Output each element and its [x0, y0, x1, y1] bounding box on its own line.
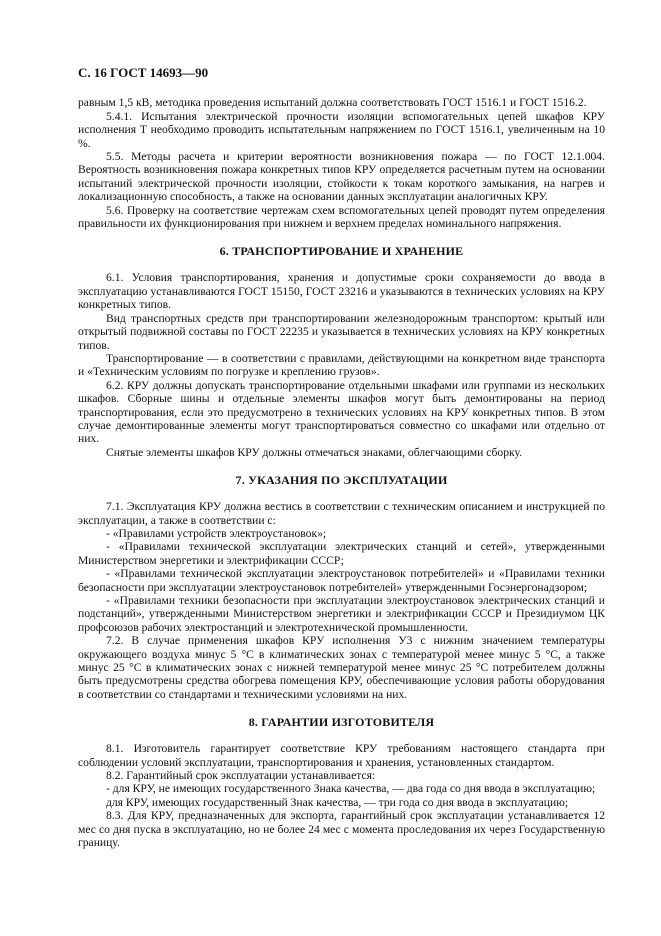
paragraph: - «Правилами устройств электроустановок»;	[106, 526, 327, 540]
paragraph: равным 1,5 кВ, методика проведения испытаний должна соответствовать ГОСТ 1516.1 и ГОСТ 1516.2.	[78, 96, 587, 110]
paragraph: - «Правилами техники безопасности при эксплуатации электроустановок электрических станций и подстанций», утвержденными Министерством энергетики и электрификации СССР и Президиумом ЦК профсоюзов рабочих электростанций и электротехнической промышленности.	[78, 594, 605, 634]
paragraph: - для КРУ, не имеющих государственного Знака качества, — два года со дня ввода в эксплуатацию;	[106, 782, 596, 796]
paragraph: 7.2. В случае применения шкафов КРУ исполнения У3 с нижним значением температуры окружающего воздуха минус 5 °С в климатических зонах с температурой менее минус 5 °С, а также минус 25 °С в климатических зонах с нижней температурой менее минус 25 °С потребителем должны быть предусмотрены средства обогрева помещения КРУ, обеспечивающие условия работы оборудования в соответствии со стандартами и техническими условиями на них.	[78, 634, 605, 701]
paragraph: 6.1. Условия транспортирования, хранения и допустимые сроки сохраняемости до ввода в эксплуатацию устанавливаются ГОСТ 15150, ГОСТ 23216 и указываются в технических условиях на КРУ конкретных типов.	[78, 271, 605, 312]
paragraph: 6.2. КРУ должны допускать транспортирование отдельными шкафами или группами из нескольких шкафов. Сборные шины и отдельные элементы шкафов могут быть демонтированы на период транспортирования, если это предусмотрено в технических условиях на КРУ конкретных типов. В этом случае демонтированные элементы могут транспортироваться совместно со шкафами или отдельно от них.	[78, 378, 605, 446]
paragraph: для КРУ, имеющих государственный Знак качества, — три года со дня ввода в эксплуатацию;	[106, 795, 569, 809]
paragraph: 7.1. Эксплуатация КРУ должна вестись в соответствии с техническим описанием и инструкцией по эксплуатации, а также в соответствии с:	[78, 500, 605, 527]
paragraph: Снятые элементы шкафов КРУ должны отмечаться знаками, облегчающими сборку.	[106, 445, 523, 459]
paragraph: Транспортирование — в соответствии с правилами, действующими на конкретном виде транспорта и «Техническим условиям по погрузке и креплению грузов».	[78, 351, 605, 379]
paragraph: 5.5. Методы расчета и критерии вероятности возникновения пожара — по ГОСТ 12.1.004. Вероятность возникновения пожара конкретных типов КРУ определяется расчетным путем на основании испытаний электрической прочности изоляции, стойкости к токам короткого замыкания, на нагрев и локализационную способность, а также на основании данных эксплуатации аналогичных КРУ.	[78, 150, 605, 204]
document-body	[78, 96, 605, 849]
paragraph: 8.2. Гарантийный срок эксплуатации устанавливается:	[106, 769, 376, 783]
section-heading: 7. УКАЗАНИЯ ПО ЭКСПЛУАТАЦИИ	[235, 473, 448, 488]
paragraph: 5.4.1. Испытания электрической прочности изоляции вспомогательных цепей шкафов КРУ исполнения Т необходимо проводить испытательным напряжением по ГОСТ 1516.1, увеличенным на 10 %.	[78, 109, 605, 150]
paragraph: Вид транспортных средств при транспортировании железнодорожным транспортом: крытый или открытый подвижной составы по ГОСТ 22235 и указывается в технических условиях на КРУ конкретных типов.	[78, 311, 605, 352]
paragraph: 8.1. Изготовитель гарантирует соответствие КРУ требованиям настоящего стандарта при соблюдении условий эксплуатации, транспортирования и хранения, установленных стандартом.	[78, 742, 605, 769]
document-page	[78, 66, 605, 850]
paragraph: - «Правилами технической эксплуатации электроустановок потребителей» и «Правилами техники безопасности при эксплуатации электроустановок потребителей» утвержденными Госэнергонадзором;	[78, 567, 605, 594]
paragraph: - «Правилами технической эксплуатации электрических станций и сетей», утвержденными Министерством энергетики и электрификации СССР;	[78, 540, 605, 567]
paragraph: 8.3. Для КРУ, предназначенных для экспорта, гарантийный срок эксплуатации устанавливается 12 мес со дня пуска в эксплуатацию, но не более 24 мес с момента проследования их через Государственную границу.	[78, 809, 605, 850]
section-heading: 6. ТРАНСПОРТИРОВАНИЕ И ХРАНЕНИЕ	[219, 244, 464, 259]
paragraph: 5.6. Проверку на соответствие чертежам схем вспомогательных цепей проводят путем определения правильности их функционирования при нижнем и верхнем пределах номинального напряжения.	[78, 203, 605, 231]
section-heading: 8. ГАРАНТИИ ИЗГОТОВИТЕЛЯ	[248, 715, 435, 730]
page-header: С. 16 ГОСТ 14693—90	[78, 65, 209, 80]
